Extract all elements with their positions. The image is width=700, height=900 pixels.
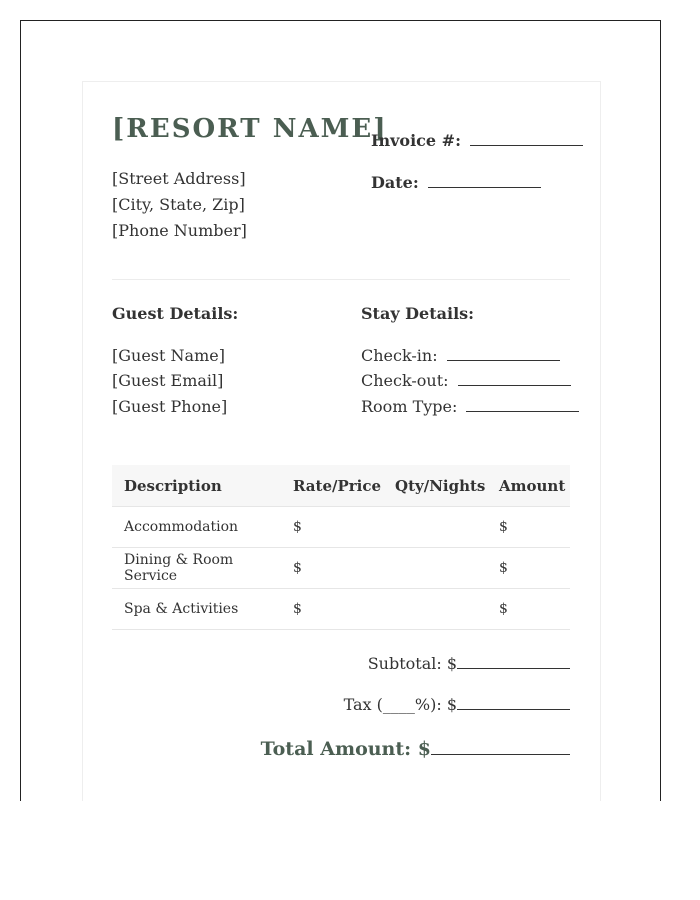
checkin-field[interactable] [447,348,560,361]
tax-label: Tax (____%): $ [343,695,457,714]
row-description: Accommodation [112,507,281,548]
row-amount[interactable]: $ [487,548,570,589]
total-amount-field[interactable] [431,740,570,755]
row-qty[interactable] [383,589,487,630]
street-address: [Street Address] [112,169,246,188]
invoice-number-row [371,131,583,150]
date-field[interactable] [428,175,541,188]
header-amount: Amount [487,465,570,507]
checkout-label: Check-out: [361,371,449,390]
tax-field[interactable] [457,697,570,710]
resort-name: [RESORT NAME] [112,114,388,144]
invoice-number-label: Invoice #: [371,131,461,150]
checkin-label: Check-in: [361,346,438,365]
header-description: Description [112,465,281,507]
room-type-row [361,397,579,416]
date-row [371,173,541,192]
row-qty[interactable] [383,507,487,548]
room-type-field[interactable] [466,399,579,412]
checkout-field[interactable] [458,373,571,386]
subtotal-field[interactable] [457,656,570,669]
subtotal-row [368,654,570,673]
checkout-row [361,371,571,390]
guest-details-title: Guest Details: [112,304,239,323]
date-label: Date: [371,173,419,192]
row-rate[interactable]: $ [281,548,383,589]
header-rate: Rate/Price [281,465,383,507]
row-description: Spa & Activities [112,589,281,630]
city-state-zip: [City, State, Zip] [112,195,245,214]
table-row [112,589,570,630]
guest-email: [Guest Email] [112,371,224,390]
room-type-label: Room Type: [361,397,458,416]
row-amount[interactable]: $ [487,507,570,548]
row-amount[interactable]: $ [487,589,570,630]
tax-row [344,695,570,714]
row-rate[interactable]: $ [281,507,383,548]
stay-details-title: Stay Details: [361,304,475,323]
guest-name: [Guest Name] [112,346,225,365]
line-items-table [112,465,570,630]
table-header-row [112,465,570,507]
phone-number: [Phone Number] [112,221,247,240]
header-qty: Qty/Nights [383,465,487,507]
guest-phone: [Guest Phone] [112,397,228,416]
header-divider [112,279,570,280]
table-row [112,548,570,589]
subtotal-label: Subtotal: $ [367,654,457,673]
invoice-number-field[interactable] [470,133,583,146]
row-qty[interactable] [383,548,487,589]
checkin-row [361,346,560,365]
row-description: Dining & Room Service [112,548,281,589]
row-rate[interactable]: $ [281,589,383,630]
total-amount-row [261,738,570,760]
total-amount-label: Total Amount: $ [260,738,431,760]
table-row [112,507,570,548]
